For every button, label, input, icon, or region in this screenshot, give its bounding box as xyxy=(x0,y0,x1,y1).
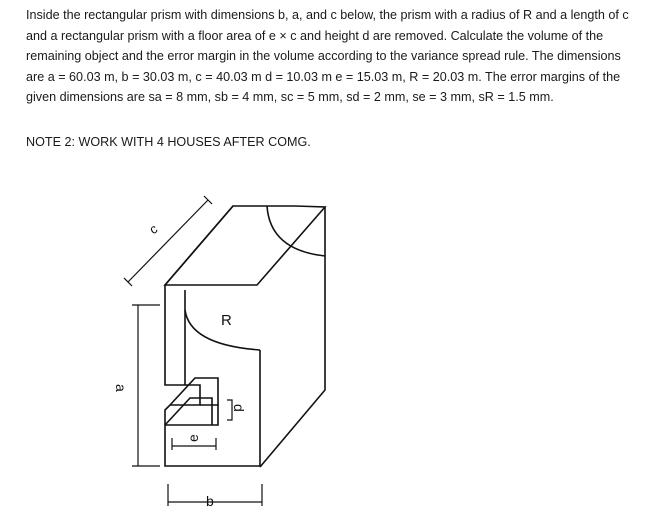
slot-box xyxy=(165,405,218,425)
label-a: a xyxy=(113,384,129,392)
top-face-link xyxy=(165,206,233,285)
dim-c-line xyxy=(128,200,208,282)
label-b: b xyxy=(206,493,214,509)
problem-statement: Inside the rectangular prism with dimensions b, a, and c below, the prism with a radius of R and a length of c and a rectangular prism with a floor area of e × c and height d are removed. Calculate the volume of the remaining object and the error margin in the volume according to the variance spread rule. The dimensions are a = 60.03 m, b = 30.03 m, c = 40.03 m d = 10.03 m e = 15.03 m, R = 20.03 m. The error margins of the given dimensions are sa = 8 mm, sb = 4 mm, sc = 5 mm, sd = 2 mm, se = 3 mm, sR = 1.5 mm. xyxy=(26,8,629,104)
right-face xyxy=(260,207,325,467)
label-c: c xyxy=(146,220,160,238)
note-statement: NOTE 2: WORK WITH 4 HOUSES AFTER COMG. xyxy=(26,135,311,149)
front-face xyxy=(165,285,260,466)
top-arc xyxy=(267,206,325,256)
top-face xyxy=(165,206,325,285)
slot-top xyxy=(170,378,218,405)
label-d: d xyxy=(231,404,247,412)
label-R: R xyxy=(221,312,232,329)
label-e: e xyxy=(185,434,201,442)
